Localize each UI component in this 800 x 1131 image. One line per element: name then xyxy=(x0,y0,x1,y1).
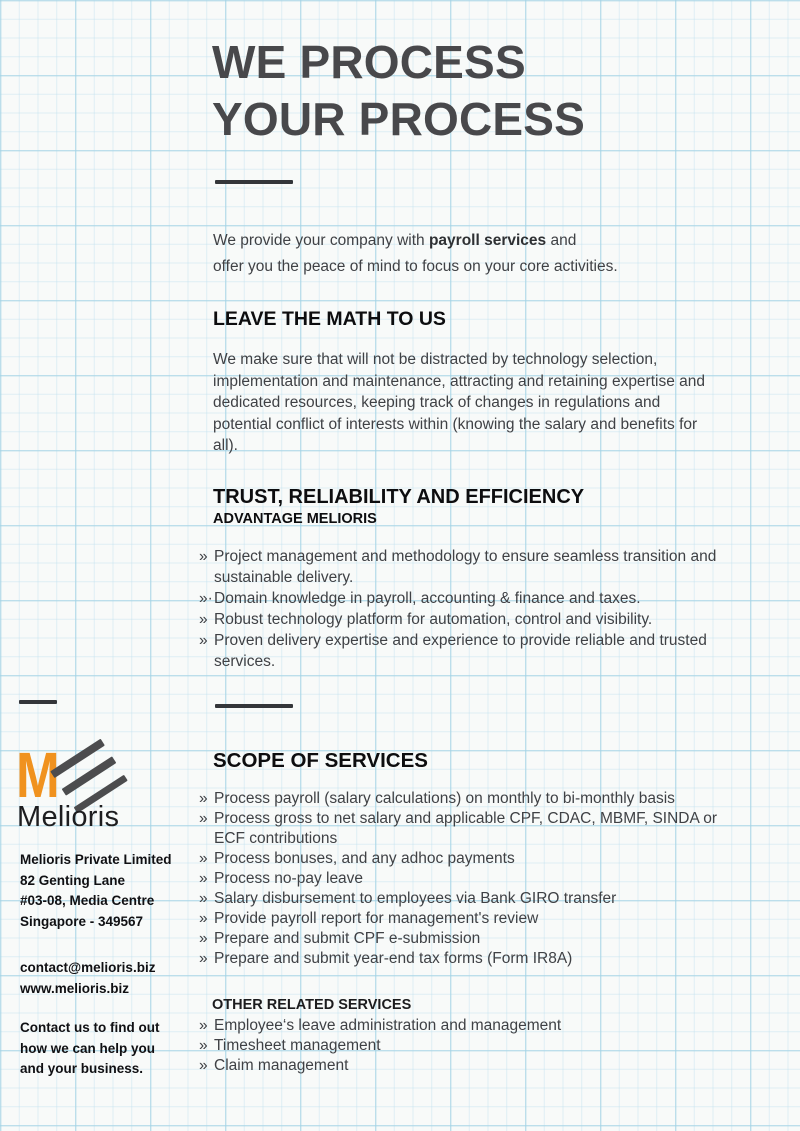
address-line: 82 Genting Lane xyxy=(20,872,126,888)
divider xyxy=(215,704,293,708)
bullet-marker: » xyxy=(199,850,208,867)
divider xyxy=(19,700,57,704)
list-item-text: Provide payroll report for management's review xyxy=(214,910,539,927)
company-address-block xyxy=(20,850,172,932)
list-item xyxy=(199,889,727,909)
list-item-text: Project management and methodology to ensure seamless transition and sustainable delivery. xyxy=(214,548,717,586)
list-item-text: Process payroll (salary calculations) on monthly to bi-monthly basis xyxy=(214,790,675,807)
logo-wordmark: Melioris xyxy=(17,801,120,833)
list-item-text: Proven delivery expertise and experience to provide reliable and trusted services. xyxy=(214,632,707,670)
list-item xyxy=(199,869,727,889)
contact-website-link[interactable]: www.melioris.biz xyxy=(20,981,130,996)
list-item-text: Process no-pay leave xyxy=(214,870,364,887)
list-item xyxy=(199,1056,727,1076)
list-item xyxy=(199,949,727,969)
list-item xyxy=(199,909,727,929)
leave-math-paragraph: We make sure that will not be distracted by technology selection, implementation and maintenance, attracting and retaining expertise and dedicated resources, keeping track of changes in regulations and potential conflict of interests within (knowing the salary and benefits for all). xyxy=(213,351,706,454)
list-item-text: Robust technology platform for automation, control and visibility. xyxy=(214,611,653,628)
bullet-marker: » xyxy=(199,810,208,827)
list-item-text: Timesheet management xyxy=(214,1037,381,1054)
contact-tagline xyxy=(20,1018,159,1080)
list-item xyxy=(199,1036,727,1056)
bullet-marker: » xyxy=(199,1017,208,1034)
tagline-line: how we can help you xyxy=(20,1040,156,1056)
list-item-text: Process gross to net salary and applicable CPF, CDAC, MBMF, SINDA or ECF contributions xyxy=(214,810,718,847)
list-item xyxy=(199,630,727,672)
intro-text: We provide your company with xyxy=(213,232,429,249)
list-item xyxy=(199,929,727,949)
address-line: Singapore - 349567 xyxy=(20,913,144,929)
bullet-marker: » xyxy=(199,632,208,649)
page-title-line1: WE PROCESS xyxy=(212,36,526,88)
bullet-marker: » xyxy=(199,890,208,907)
bullet-marker: » xyxy=(199,930,208,947)
section-heading-trust: TRUST, RELIABILITY AND EFFICIENCY xyxy=(213,486,585,508)
list-item xyxy=(199,546,727,588)
list-item xyxy=(199,849,727,869)
section-heading-leave-math: LEAVE THE MATH TO US xyxy=(213,308,446,330)
list-item-text: Claim management xyxy=(214,1057,349,1074)
intro-text: and xyxy=(546,232,577,249)
bullet-marker: » xyxy=(199,611,208,628)
scope-list xyxy=(199,789,727,969)
intro-paragraph xyxy=(213,228,618,280)
list-item-text: Salary disbursement to employees via Bank GIRO transfer xyxy=(214,890,617,907)
bullet-marker: » xyxy=(199,1057,208,1074)
bullet-marker: » xyxy=(199,790,208,807)
section-heading-scope: SCOPE OF SERVICES xyxy=(213,749,428,772)
list-item xyxy=(199,609,727,630)
address-line: #03-08, Media Centre xyxy=(20,893,155,908)
section-subheading-advantage: ADVANTAGE MELIORIS xyxy=(213,511,377,527)
list-item-text: Prepare and submit year-end tax forms (Form IR8A) xyxy=(214,950,573,967)
contact-block xyxy=(20,957,155,999)
page-title xyxy=(212,34,585,148)
list-item xyxy=(199,809,727,849)
tagline-line: Contact us to find out xyxy=(20,1020,160,1035)
section-heading-other-services: OTHER RELATED SERVICES xyxy=(212,997,412,1013)
divider xyxy=(215,180,293,184)
intro-bold-text: payroll services xyxy=(428,232,547,249)
bullet-marker: » xyxy=(199,910,208,927)
melioris-logo-m-icon: M xyxy=(16,739,60,811)
list-item-text: Employee‘s leave administration and management xyxy=(214,1017,562,1034)
tagline-line: and your business. xyxy=(20,1061,144,1076)
company-name: Melioris Private Limited xyxy=(20,852,172,867)
bullet-marker: » xyxy=(199,1037,208,1054)
list-item xyxy=(199,1016,727,1036)
bullet-marker: »· xyxy=(199,590,213,607)
advantage-list xyxy=(199,546,727,672)
list-item xyxy=(199,789,727,809)
list-item-text: Prepare and submit CPF e-submission xyxy=(214,930,481,947)
list-item-text: Process bonuses, and any adhoc payments xyxy=(214,850,515,867)
other-services-list xyxy=(199,1016,727,1076)
contact-email-link[interactable]: contact@melioris.biz xyxy=(20,960,156,975)
bullet-marker: » xyxy=(199,548,208,565)
page-title-line2: YOUR PROCESS xyxy=(212,93,586,145)
list-item xyxy=(199,588,727,609)
list-item-text: Domain knowledge in payroll, accounting & finance and taxes. xyxy=(214,590,641,607)
bullet-marker: » xyxy=(199,870,208,887)
intro-text: offer you the peace of mind to focus on your core activities. xyxy=(213,258,618,275)
bullet-marker: » xyxy=(199,950,208,967)
